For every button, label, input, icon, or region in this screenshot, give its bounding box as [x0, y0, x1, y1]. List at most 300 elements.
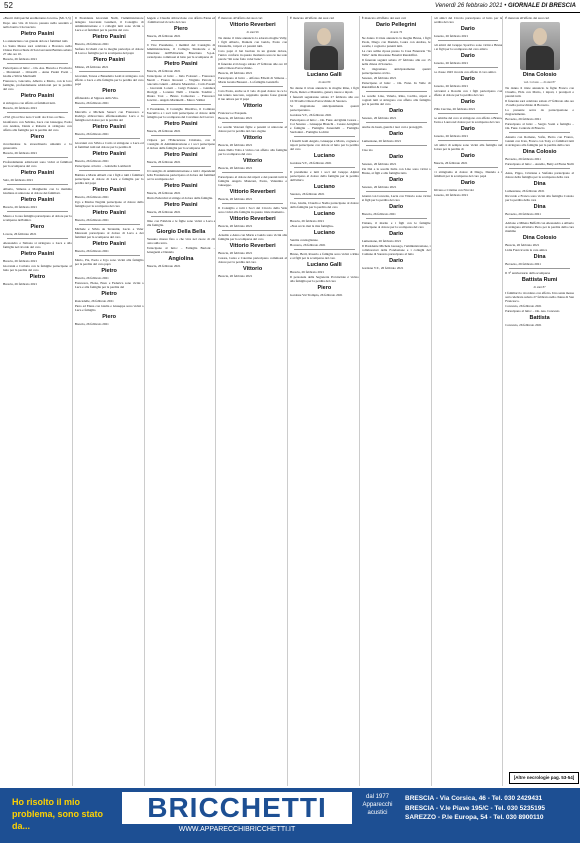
obituary-text: Brescia, 26 febbraio 2021: [218, 224, 253, 228]
deceased-name: Dario: [460, 53, 475, 59]
obituary-text: Mario, Pia, Paolo e Ugo sono vicini alla famiglia per la perdita del caro papà: [74, 258, 144, 266]
obituary-text: Partecipano al lutto: – On. Funz. In Valle di Randolfini & Carne: [361, 81, 431, 89]
deceased-name: Dario: [389, 131, 404, 137]
divider: [79, 170, 140, 171]
obituary-text: Partecipano al lutto: – Sergio Sozzi e famiglia – On. Funz. Centrale di Brescia: [505, 122, 574, 130]
obituary-text: La presente serve da partecipazione e ringraziamento.: [505, 108, 574, 116]
obituary-text: Ne danno il triste annuncio le figlie Franca con Claudio, Elda con Mario, i nipoti, i pronipoti e parenti tutti.: [505, 86, 574, 98]
obituary-text: Sarezzo, 26 febbraio 2021: [361, 76, 397, 80]
obituary-text: Le sorelle Lina, Valeria, Rina, Cecilia, nipoti e cognati tutti si stringono con affetto alla famiglia per la perdita del caro: [361, 94, 431, 106]
page-header: [0, 0, 580, 13]
divider: [151, 104, 212, 105]
obituary-text: Brescia, 26 febbraio 2021: [361, 212, 396, 216]
obituary-column: [505, 16, 574, 786]
obituary-text: Sarezzo, 26 febbraio 2021: [433, 193, 469, 197]
obituary-text: Dino con Fabrizia e le figlie sono vicini a Luca e alla famiglia.: [146, 219, 216, 227]
obituary-text: Brescia, 26 febbraio 2021: [3, 151, 38, 155]
obituary-text: Mario Pedercini si stringe al dolore della famiglia.: [146, 196, 213, 200]
obituary-text: L'Opera per l'Educazione Cristiana, con il Consiglio di Amministrazione e i soci partecipano al dolore della famiglia per la scomparsa del: [146, 138, 216, 150]
obituary-text: Si ringraziano anticipatamente quanti parteciperanno.: [290, 104, 359, 112]
obituary-column: [434, 16, 504, 786]
obituary-column: [290, 16, 360, 786]
obituary-text: Lidia Fusi ricorda la cara amica: [505, 248, 548, 252]
obituary-text: Brescia, 26 febbraio 2021: [218, 116, 253, 120]
obituary-text: Il funerale avrà luogo sabato 27 febbraio alle ore 10 nella Chiesa Parrocchiale.: [218, 62, 287, 70]
obituary-text: Gli amici del Circolo partecipano al lutto per la perdita del caro: [433, 16, 503, 24]
deceased-name: Vittorio: [243, 103, 263, 109]
deceased-name: Dina Colosio: [522, 149, 557, 155]
divider: [222, 203, 283, 204]
obituary-text: Gardone V.T., 26 febbraio 2021: [361, 266, 404, 270]
deceased-name: Pietro Pasini: [20, 93, 55, 99]
obituary-column: [147, 16, 217, 786]
obituary-text: Il presidente e tutti i soci del Gruppo Alpini partecipano al dolore della famiglia per la perdita dell'amico: [290, 170, 359, 182]
obituary-text: Sarezzo, 26 febbraio 2021: [433, 84, 469, 88]
deceased-name: Pietro Pasini: [164, 202, 198, 208]
header-date: Venerdì 26 febbraio 2021 • GIORNALE DI BRESCIA: [435, 3, 576, 9]
deceased-name: Dario: [460, 126, 475, 132]
divider: [222, 172, 283, 173]
deceased-name: Pietro Pasini: [92, 210, 126, 216]
divider: [151, 40, 212, 41]
obituary-text: Sarezzo, 26 febbraio 2021: [361, 185, 397, 189]
deceased-name: Dina: [533, 181, 546, 187]
obituary-text: Cara Paola, anche se il velo di quel dolore tu ce lo hai tenuto nascosto, sappiamo quanto fosse grande il tuo amore per il papà: [218, 89, 287, 101]
obituary-text: Brescia, 26 febbraio 2021: [146, 160, 181, 164]
deceased-name: Vittorio: [243, 135, 263, 141]
obituary-text: Zia Dal e la sorella Italia con Lino sono vicini a Bruna, ai figli e alla famiglia tutta: [361, 167, 431, 175]
deceased-name: Battista: [529, 315, 550, 321]
obituary-text: Lumezzane, 26 febbraio 2021: [361, 139, 402, 143]
obituary-text: Sarezzo, 26 febbraio 2021: [290, 192, 325, 196]
obituary-text: Partecipano al dolore dei nipoti e dei parenti tutti la famiglia Angelo Manzoni, Paola, Valentina e Giuseppe.: [218, 175, 287, 187]
obituary-text: Francesca, Elena, Enzo e Federica sono vicini a Luca e alla famiglia per la perdita del: [74, 281, 144, 289]
deceased-name: Dario: [460, 99, 475, 105]
obituary-text: Bovezzo, 26 febbraio 2021: [290, 243, 326, 247]
deceased-name: Vittorio Reverberi: [229, 243, 276, 249]
divider: [366, 218, 427, 219]
deceased-name: Vittorio: [243, 158, 263, 164]
age-line: di anni 80: [318, 80, 331, 84]
divider: [509, 132, 570, 133]
obituary-text: Brescia, 26 febbraio 2021: [290, 270, 325, 274]
obituary-text: Brescia, 26 febbraio 2021: [218, 166, 253, 170]
obituary-text: È mancata all'affetto dei suoi cari: [505, 16, 550, 20]
obituary-text: Bovezzo, 26 febbraio 2021: [505, 212, 541, 216]
deceased-name: Dina Colosio: [522, 72, 557, 78]
obituary-text: Brescia, 26 febbraio 2021: [146, 129, 181, 133]
obituary-text: La Santa Messa sarà celebrata a Bovezzo nella Chiesa Parrocchiale di San Giovanni Battista sabato 27 alle ore 10.: [3, 44, 72, 56]
age-line: ved. Colosio — di anni 87: [523, 80, 556, 84]
obituary-column: [218, 16, 288, 786]
obituary-text: Anna Della Volta è vicina con affetto alla famiglia per la scomparsa del caro: [218, 148, 287, 156]
obituary-text: Sarezzo, 26 febbraio 2021: [433, 34, 469, 38]
obituary-text: Il Consiglio di Amministrazione e tutti i dipendenti della Fondazione partecipano al dolore dei familiari per la scomparsa del: [146, 169, 216, 181]
obituary-text: Villa Carcina, 26 febbraio 2021: [433, 107, 476, 111]
obituary-text: Partecipano al lutto: – Aurelio, Betty ed Elena Nulli: [505, 162, 574, 166]
obituary-text: Brescia, 26 febbraio 2021: [505, 243, 540, 247]
divider: [7, 112, 68, 113]
obituary-text: Brescia, 26 febbraio 2021: [74, 42, 109, 46]
obituary-text: Ne danno il triste annuncio la moglie Rina, i figli Paola, Renzo e Massimo, generi, nuore e nipoti.: [290, 86, 359, 94]
deceased-name: Pietro Pasini: [92, 187, 126, 193]
obituary-text: Sarezzo, 26 febbraio 2021: [361, 116, 397, 120]
obituary-text: Brescia, 26 febbraio 2021: [218, 251, 253, 255]
obituary-text: Brescia, 26 febbraio 2021: [3, 106, 38, 110]
deceased-name: Pietro Pasini: [164, 121, 198, 127]
divider: [366, 122, 427, 123]
obituary-columns: [3, 16, 577, 786]
obituary-text: I fratelli Gatti Angelo, Giuseppe e Mario, cognate e nipoti partecipano con dolore al lutto per la perdita del caro: [290, 139, 359, 151]
divider: [222, 230, 283, 231]
deceased-name: Vittorio Reverberi: [229, 216, 276, 222]
obituary-text: Giovanni e Carlotta con le famiglie partecipano al lutto per la perdita del caro: [3, 264, 72, 272]
obituary-text: È mancato all'affetto dei suoi cari: [361, 16, 406, 20]
obituary-text: Tiziana, il marito e i figli con le famiglie partecipano al dolore per la scomparsa del caro: [361, 221, 431, 229]
divider: [438, 40, 499, 41]
divider: [7, 211, 68, 212]
divider: [509, 218, 570, 219]
obituary-text: Ugo e Marisa Negrini partecipano al dolore della famiglia per la scomparsa del caro: [74, 200, 144, 208]
divider: [509, 268, 570, 269]
obituary-text: Giovanni e Rosalia con i figli partecipano con affetto al dolore per la perdita del caro: [433, 89, 503, 97]
obituary-text: Salò, 26 febbraio 2021: [3, 178, 34, 182]
obituary-text: Partecipano al lutto: – On. Funz. Arrighini Cesare – Coi Sarezzo – Giuseppe Bianchi – Cesare Arrighini e famiglia – Famiglia Zanardelli – Famiglia Sardonini – Famiglia Lodrini: [290, 118, 359, 134]
deceased-name: Dario: [389, 231, 404, 237]
obituary-text: Gianfranco con Sabrina, Luca con Giuseppe, Paola con Andrea, Denis e Roberta si stringono con affetto alla famiglia per la perdita del caro: [3, 120, 72, 132]
obituary-text: Bruno, Bertl, Rosario e famiglia sono vicini a Rina e ai figli per la scomparsa del caro: [290, 252, 359, 260]
obituary-text: Lo annunciano con grande dolore i familiari tutti.: [3, 39, 69, 43]
obituary-text: Annetta con Romano, Sofia, Pietro con Franco, Gianni con Ivan, Franca con Tony e i familiari tutti si stringono alla famiglia per la perdita della cara: [505, 135, 574, 147]
obituary-text: Brescia, 26 febbraio 2021: [433, 161, 468, 165]
divider: [438, 113, 499, 114]
deceased-name: Luciano Galli: [307, 262, 342, 268]
obituary-text: La cara salma riposa presso la Casa Funeraria "In Valle" della Onoranze Funebri Randolfini.: [361, 49, 431, 57]
deceased-name: Dario Pellegrini: [375, 22, 417, 28]
obituary-text: Ci stringiamo al dolore di Diego, Daniela e i familiari per la scomparsa del caro papà: [433, 170, 503, 178]
obituary-text: Brescia, 26 febbraio 2021: [74, 276, 109, 280]
obituary-text: Lumezzane, 26 febbraio 2021: [361, 239, 402, 243]
deceased-name: Pietro: [29, 274, 46, 280]
obituary-text: Il Presidente Michele Gussago, l'amministrazione, i collaboratori della Fondazione e i colleghi del Comune di Sarezzo partecipano al lutto: [361, 244, 431, 256]
age-line: di anni 96: [246, 30, 259, 34]
obituary-text: Il funerale seguirà sabato 27 febbraio alle ore 15 nella chiesa di Sarezzo.: [361, 58, 431, 66]
deceased-name: Luciano: [313, 211, 335, 217]
divider: [509, 168, 570, 169]
deceased-name: Pietro Pasini: [92, 124, 126, 130]
divider: [7, 63, 68, 64]
deceased-name: Dario: [389, 177, 404, 183]
obituary-text: Adriano e Milena Baffelli con Alessandro e Alberto si stringono all'amico Piero per la perdita della cara mamma: [505, 221, 574, 233]
deceased-name: Dario: [389, 108, 404, 114]
divider: [7, 184, 68, 185]
divider: [294, 249, 355, 250]
obituary-text: Concesio, 26 febbraio 2021: [505, 304, 542, 308]
deceased-name: Dario: [389, 154, 404, 160]
obituary-text: Brescia, 26 febbraio 2021: [146, 264, 181, 268]
deceased-name: Pietro Pasini: [92, 151, 126, 157]
obituary-text: Roncadelle, 26 febbraio 2021: [74, 299, 114, 303]
obituary-text: Alessandro e Simona si stringono a Luca e alla famiglia nel ricordo del caro: [3, 241, 72, 249]
obituary-text: Brescia, 26 febbraio 2021: [74, 159, 109, 163]
deceased-name: Piero: [102, 88, 116, 94]
obituary-text: Il Presidente, il Consiglio Direttivo, il Comitato Esecutivo e i soci tutti partecipano al dolore della famiglia per la scomparsa del Cavaliere del Lavoro: [146, 107, 216, 119]
obituary-text: I familiari lo ricordano con affetto. Una santa messa sarà celebrata sabato 27 febbraio nella chiesa di San Francesco.: [505, 291, 574, 303]
obituary-text: Gli amici del Gruppo Sportivo sono vicini a Bruna e ai figli per la scomparsa del caro amico: [433, 43, 503, 51]
deceased-name: Vittorio: [243, 266, 263, 272]
obituary-text: Partecipano al lutto: – On. Ass. Brescia e Provincia – Montanari – Ottorelli – Anna Pasini Pozzi – Gialiu e Silvia Martinelli: [3, 66, 72, 78]
portrait-photo: [520, 22, 560, 70]
obituary-text: È mancato all'affetto dei suoi cari: [290, 16, 335, 20]
obituary-text: Piero ed Elena con Giulia e Giuseppe sono vicini a Luca e famiglia: [74, 304, 144, 312]
obituary-text: Lovere, 26 febbraio 2021: [3, 232, 37, 236]
obituary-text: Brescia, 26 febbraio 2021: [146, 34, 181, 38]
ad-address: SAREZZO - P.le Europa, 54 - Tel. 030 8900110: [405, 814, 544, 821]
deceased-name: Pietro Pasini: [164, 183, 198, 189]
deceased-name: Piero: [102, 314, 116, 320]
obituary-text: Caro papà ci hai lasciato in un grande dolore, l'unico conforto in questo momento sono le tue sole parole "mi sono fatto voler bene".: [218, 49, 287, 61]
divider: [79, 255, 140, 256]
deceased-name: Piero: [30, 134, 45, 140]
deceased-name: Dina: [533, 204, 546, 210]
deceased-name: Pietro Pasini: [20, 31, 55, 37]
deceased-name: Pietro Pasini: [92, 241, 126, 247]
obituary-text: «Vivi gli occhi e non ci vedi: sia il tuo occhio»: [3, 115, 65, 119]
ad-since: dal 1977 Apparecchi acustici: [362, 794, 393, 816]
deceased-name: Angiolina: [168, 256, 194, 262]
obituary-text: Si ringraziano anticipatamente quanti parteciperanno al rito.: [361, 67, 431, 75]
obituary-text: Partecipano al lutto: – On. Ass. Concesio: [505, 309, 560, 313]
divider: [79, 138, 140, 139]
obituary-text: Partecipano al lutto: – Alfonso Elbetti di Simone – Maria Grazia Besseni – La famiglia Gandolfo: [218, 76, 287, 84]
ad-brand-logo: BRICCHETTI: [122, 792, 352, 824]
divider: [294, 198, 355, 199]
deceased-name: Vittorio Reverberi: [229, 189, 276, 195]
ad-address: BRESCIA - Via Corsica, 46 - Tel. 030 2429431: [405, 795, 543, 802]
obituary-text: Il Vice Presidente, i membri del Consiglio di Amministrazione, il Collegio Sindacale e la Direzione dell'Editoriale Bresciana S.p.A. partecipano commossi al lutto per la scomparsa di: [146, 43, 216, 59]
obituary-text: Brescia, 26 febbraio 2021: [146, 69, 181, 73]
ad-addresses: [405, 794, 575, 823]
obituary-text: Brescia, 26 febbraio 2021: [218, 71, 253, 75]
obituary-text: Brescia, 26 febbraio 2021: [3, 205, 38, 209]
deceased-name: Dario: [460, 26, 475, 32]
obituary-text: Sarezzo, 26 febbraio 2021: [361, 162, 397, 166]
ad-website[interactable]: WWW.APPARECCHIBRICCHETTI.IT: [178, 826, 296, 833]
obituary-text: Ciao zio: [361, 148, 373, 152]
deceased-name: Giorgio Della Bella: [156, 229, 206, 235]
obituary-text: Concesio, 26 febbraio 2021: [505, 323, 542, 327]
divider: [222, 122, 283, 123]
obituary-text: Cesare, Luisa e Caterina partecipano commossi al dolore per la perdita del caro: [218, 256, 287, 264]
obituary-text: Mauro e la sua famiglia partecipano al dolore per la scomparsa dell'amico: [3, 214, 72, 222]
deceased-name: Battista Rumi: [521, 277, 558, 283]
obituary-text: Ne danno il triste annuncio la adorata moglie Vally, i figli Alberto, Daniela con Guido, Paolo con Donatella, i nipoti e i parenti tutti.: [218, 36, 287, 48]
divider: [222, 86, 283, 87]
obituary-text: I funerali seguiranno sabato 27 febbraio alle ore 10.30 nella Chiesa Parrocchiale di Sarezzo.: [290, 95, 359, 103]
age-line: di anni 76: [390, 30, 403, 34]
deceased-name: Dario: [389, 258, 404, 264]
divider: [79, 224, 140, 225]
obituary-text: ricordandone la straordinaria umanità e la generosità.: [3, 142, 72, 150]
obituary-text: Il funerale sarà celebrato sabato 27 febbraio alle ore 15 nella parrocchiale di Bovezzo.: [505, 99, 574, 107]
divider: [438, 67, 499, 68]
obituary-text: Sentite condoglianze.: [290, 238, 319, 242]
obituary-text: Francesca e Pasquale.: [218, 111, 248, 115]
deceased-name: Pietro Pasini: [164, 152, 198, 158]
obituary-text: Riccardo e Franca sono vicini alla famiglia Colosio per la perdita della cara: [505, 194, 574, 202]
divider: [7, 238, 68, 239]
deceased-name: Piero: [173, 26, 188, 32]
obituary-text: Gianni con Concetta, Lucia con Vittorio sono vicini ai figli per la perdita del caro: [361, 194, 431, 202]
deceased-name: Piero: [317, 285, 332, 291]
divider: [294, 136, 355, 137]
obituary-text: Brescia, 26 febbraio 2021: [218, 197, 253, 201]
obituary-text: Il personale della Segreteria Provinciale è vicino alla famiglia per la perdita del caro: [290, 275, 359, 283]
obituary-text: Il Consiglio e tutti i Soci del Circolo della Vela sono vicini alla famiglia in questo triste momento.: [218, 206, 287, 214]
obituary-text: Brescia, 26 febbraio 2021: [74, 322, 109, 326]
obituary-text: Partecipano al lutto: – Gabriella Lombardi: [74, 164, 131, 168]
obituary-column: [3, 16, 73, 786]
obituary-text: «Non uccio mai la mia famiglia»: [290, 224, 334, 228]
obituary-text: si stringono con affetto ai familiari tutti.: [3, 101, 56, 105]
divider: [438, 140, 499, 141]
continuation-note: [Altre necrologie pag. 53-54]: [509, 772, 579, 784]
divider: [366, 191, 427, 192]
deceased-name: Dina Colosio: [522, 235, 557, 241]
deceased-name: Pietro: [101, 291, 117, 297]
obituary-text: Brescia, 26 febbraio 2021: [3, 282, 38, 286]
obituary-text: Bovezzo, 26 febbraio 2021: [505, 157, 541, 161]
obituary-text: Il Presidente Giovanni Nulli, l'Amministratore delegato Giovanni Gusmeri, il Consiglio di Amministrazione e i colleghi tutti sono vicini a Luca e ai familiari per la perdita del caro: [74, 16, 144, 32]
obituary-text: Milano, 26 febbraio 2021: [74, 65, 109, 69]
portrait-head: [317, 28, 331, 45]
deceased-name: Pietro: [101, 268, 117, 274]
obituary-text: Gardone Val Trompia, 26 febbraio 2021: [290, 293, 343, 297]
obituary-text: Brescia, 26 febbraio 2021: [146, 191, 181, 195]
obituary-text: Brescia, 26 febbraio 2021: [74, 132, 109, 136]
deceased-name: Pietro Pasini: [20, 170, 55, 176]
obituary-text: Brescia, 26 febbraio 2021: [3, 57, 38, 61]
portrait-photo: [304, 22, 344, 70]
obituary-text: Gardone V.T., 26 febbraio 2021: [290, 161, 332, 165]
deceased-name: Dario: [460, 153, 475, 159]
obituary-text: Brescia, 26 febbraio 2021: [146, 210, 181, 214]
deceased-name: Dario: [460, 76, 475, 82]
obituary-text: Arnaldo e Anna con Maria e Guido sono vicini alla famiglia per la scomparsa del caro: [218, 233, 287, 241]
deceased-name: Pietro Pasini: [164, 61, 198, 67]
divider: [151, 216, 212, 217]
deceased-name: Dario: [460, 180, 475, 186]
deceased-name: Vittorio Reverberi: [229, 22, 276, 28]
deceased-name: Luciano: [313, 153, 335, 159]
divider: [7, 157, 68, 158]
obituary-text: Profondamente addolorati sono vicini ai familiari per la scomparsa del caro: [3, 160, 72, 168]
ad-slogan: Ho risolto il mio problema, sono stato da...: [12, 797, 104, 831]
divider: [366, 91, 427, 92]
obituary-text: La classe 1945 ricorda con affetto il caro amico: [433, 70, 497, 74]
obituary-text: Gli amici di sempre sono vicini alla famiglia nel dolore per la perdita di: [433, 143, 503, 151]
divider: [294, 167, 355, 168]
deceased-name: Luciano Galli: [307, 72, 342, 78]
obituary-text: Le amiche del coro si stringono con affetto a Bruna, Paola e Laura nel dolore per la scomparsa del caro: [433, 116, 503, 124]
obituary-text: Alberto, Simona e Margherita con la mamma Giuliana si uniscono al dolore dei familiari.: [3, 187, 72, 195]
obituary-text: Nessuno muore fino a che vive nel cuore di chi resta sulla terra.: [146, 237, 216, 245]
advertisement-banner[interactable]: [0, 788, 580, 843]
divider: [366, 145, 427, 146]
obituary-text: Le sorelle Vezzoni figlie e parenti si uniscono al dolore per la perdita del caro cugino: [218, 125, 287, 133]
obituary-text: Sarezzo, 26 febbraio 2021: [433, 134, 469, 138]
deceased-name: Pietro Pasini: [20, 197, 55, 203]
obituary-text: Bovezzo, 26 febbraio 2021: [505, 117, 541, 121]
ad-address: BRESCIA - V.le Piave 195/C - Tel. 030 5235195: [405, 804, 545, 812]
divider: [79, 71, 140, 72]
deceased-name: Dario: [389, 204, 404, 210]
obituary-column: [75, 16, 145, 786]
obituary-text: Ciao, Giulia, Claudio e Nadia partecipano al dolore della famiglia per la perdita del caro: [290, 201, 359, 209]
deceased-name: Luciano: [313, 184, 335, 190]
obituary-text: Dopo una vita di lavoro passata nella serenità e nella bontà ci ha lasciato: [3, 21, 72, 29]
obituary-text: Partecipano al lutto: – Famiglia Bertoni – Arnaguzzi e Daniela: [146, 246, 216, 254]
obituary-text: Michele e Silvia de Terranini, Lucio e Valer Maresoni partecipano al dolore di Luca e dei familiari per la scomparsa del caro: [74, 227, 144, 239]
portrait-head: [533, 28, 547, 45]
deceased-name: Pietro Pasini: [92, 34, 126, 40]
obituary-text: Gardone V.T., 26 febbraio 2021: [290, 113, 332, 117]
obituary-text: affidandolo al Signore della Vita.: [74, 96, 119, 100]
obituary-text: Lumezzane, 26 febbraio 2021: [505, 189, 545, 193]
deceased-name: Piero: [30, 224, 45, 230]
obituary-text: Battista e Maria Alberti con i figli e tutti i familiari partecipano al dolore di Luca e famiglia per la perdita del papà: [74, 173, 144, 185]
obituary-text: Anna, Pippo, Cristiana e Stefania partecipano al dolore della famiglia per la scomparsa della cara: [505, 171, 574, 179]
obituary-text: Brescia, 26 febbraio 2021: [74, 218, 109, 222]
obituary-text: Partecipano al lutto: – Italo Folonari – Francesco Bazoli – Franco Rossoni – Virginio Patroni – Giacomo Gnutti – Alberto Maestrini – Carlo Pasotti – Giovanni Lonati – Luigi Panzera – Gianluca Moriggi – Lorenzo Nulli – Claudio Tondini – Mauro Tosi – Bruno Comodoro – Francesco Soncini – Angelo Martinelli – Marco Vallini: [146, 74, 216, 102]
divider: [79, 107, 140, 108]
obituary-text: Ne danno il triste annuncio la moglie Bruna, i figli Paola, Diego con Daniela, Laura con Andrea, le sorelle, i cognati e parenti tutti.: [361, 36, 431, 48]
obituary-text: È mancato all'affetto dei suoi cari: [218, 16, 263, 20]
obituary-text: Brescia, 26 febbraio 2021: [74, 195, 109, 199]
obituary-text: Brescia, 26 febbraio 2021: [74, 101, 109, 105]
obituary-text: Brescia, 26 febbraio 2021: [218, 143, 253, 147]
deceased-name: Dina: [533, 254, 546, 260]
obituary-text: Brescia, 26 febbraio 2021: [3, 259, 38, 263]
obituary-text: Giovanni, Teresa e Benedetta Leali si stringono con affetto a Luca e alla famiglia per la perdita del caro papà: [74, 74, 144, 86]
divider: [151, 135, 212, 136]
deceased-name: Luciano: [313, 230, 335, 236]
obituary-text: Il 3° anniversario della scomparsa: [505, 271, 551, 275]
divider: [151, 166, 212, 167]
obituary-text: Giovanni con Silvia e Carlo si stringono a Luca ed ai familiari tutti nel dolore per la perdita di: [74, 141, 144, 149]
divider: [438, 167, 499, 168]
obituary-text: Sarezzo, 26 febbraio 2021: [433, 61, 469, 65]
obituary-text: Marcella e Michele Seneci con Francesco e Rodrigo abbracciano affettuosamente Luca e la famiglia nel dolore per la perdita del: [74, 110, 144, 122]
obituary-text: Stefano Ucchetti con la moglie partecipa al dolore di Luca e famiglia per la scomparsa del papà: [74, 47, 144, 55]
obituary-column: [362, 16, 432, 786]
obituary-text: Silvano e Cristina con Niccolò: [433, 188, 474, 192]
obituary-text: Brescia, 26 febbraio 2021: [218, 274, 253, 278]
obituary-text: Brescia, 26 febbraio 2021: [74, 249, 109, 253]
obituary-text: Anche da lassù, guarda i tuoi cari e proteggili.: [361, 125, 423, 129]
deceased-name: Piero Pasini: [93, 57, 125, 63]
portrait-body: [526, 46, 554, 70]
obituary-text: Bovezzo, 26 febbraio 2021: [505, 262, 541, 266]
page-number: 52: [4, 1, 13, 10]
portrait-body: [310, 46, 338, 70]
obituary-text: Francesco, Giacomo, Alberto e Mario, con le loro famiglie, profondamente addolorati per la perdita del caro: [3, 79, 72, 91]
deceased-name: Pietro Pasini: [20, 251, 55, 257]
obituary-text: Brescia, 26 febbraio 2021: [290, 219, 325, 223]
obituary-text: «Beati i miti perché erediteranno la terra» (Mt. 5,5): [3, 16, 71, 20]
age-line: di anni 87: [533, 285, 546, 289]
obituary-text: Angelo e Claudia abbracciano con affetto Elena ed i familiari nel ricordo del caro: [146, 16, 216, 24]
